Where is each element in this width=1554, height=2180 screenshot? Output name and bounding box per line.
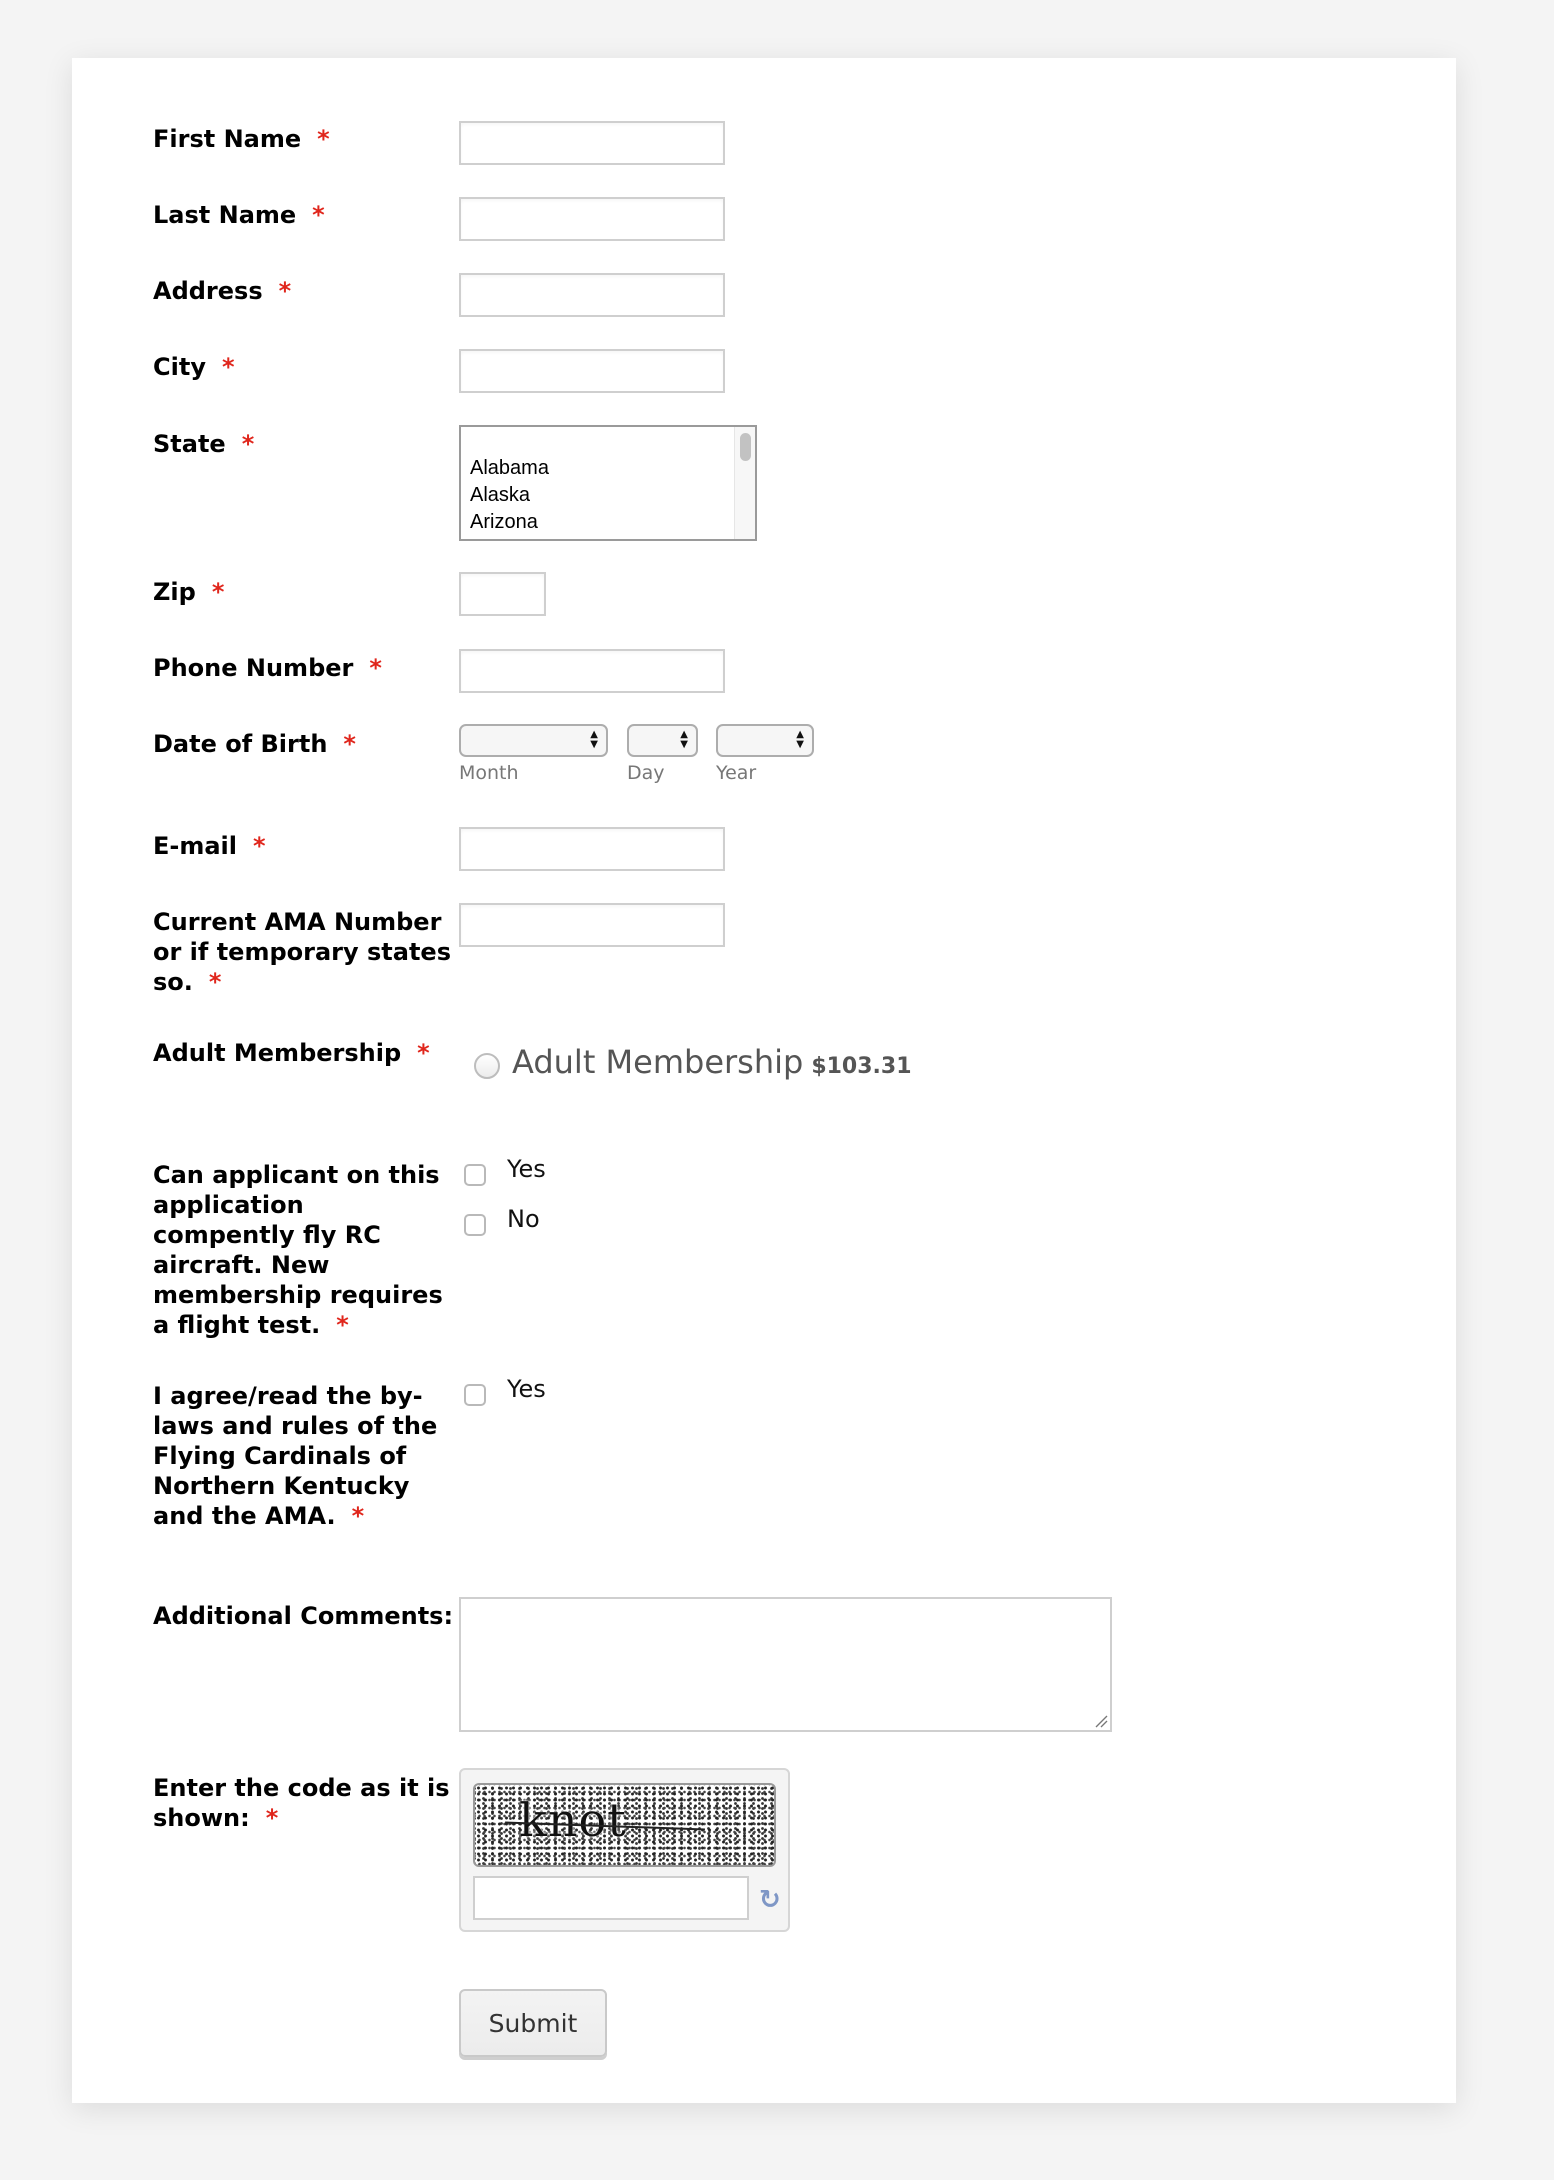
required-marker: * [336,1311,349,1339]
ama-number-input[interactable] [459,903,725,947]
last-name-label: Last Name * [153,201,325,229]
dob-year-sublabel: Year [716,762,757,784]
adult-membership-option[interactable]: Adult Membership $103.31 [512,1043,912,1081]
address-label: Address * [153,277,292,305]
captcha-input[interactable] [473,1876,749,1920]
agree-yes-checkbox[interactable] [464,1384,486,1406]
captcha-code-text: knot [519,1793,627,1847]
zip-input[interactable] [459,572,546,616]
dob-month-select[interactable] [459,724,608,757]
select-arrows-icon: ▲ ▼ [590,729,598,750]
dob-day-sublabel: Day [627,762,665,784]
dob-day-select[interactable] [627,724,698,757]
state-listbox[interactable] [459,425,757,541]
dob-year-select[interactable] [716,724,814,757]
required-marker: * [265,1804,279,1832]
ama-number-label: Current AMA Number or if temporary states so. * [153,908,451,996]
state-option[interactable]: Alabama [470,457,549,479]
email-input[interactable] [459,827,725,871]
agree-bylaws-label: I agree/read the by-laws and rules of the Flying Cardinals of Northern Kentucky and the AMA. * [153,1382,438,1530]
required-marker: * [351,1502,365,1530]
state-listbox-scrollbar[interactable] [734,427,755,539]
last-name-input[interactable] [459,197,725,241]
dob-month-sublabel: Month [459,762,519,784]
zip-label: Zip * [153,578,225,606]
state-option[interactable]: Alaska [470,484,531,506]
required-marker: * [208,968,222,996]
state-label: State * [153,430,255,458]
required-marker: * [343,730,356,758]
select-arrows-icon: ▲ ▼ [680,729,688,750]
city-input[interactable] [459,349,725,393]
refresh-icon[interactable]: ↻ [759,1885,781,1915]
required-marker: * [253,832,266,860]
first-name-input[interactable] [459,121,725,165]
can-fly-yes-label[interactable]: Yes [507,1155,546,1183]
required-marker: * [221,353,235,381]
email-label: E-mail * [153,832,266,860]
captcha-image [473,1783,776,1867]
scrollbar-thumb[interactable] [740,433,751,461]
state-option[interactable]: Arizona [470,511,538,533]
can-fly-no-checkbox[interactable] [464,1214,486,1236]
required-marker: * [417,1039,430,1067]
agree-yes-label[interactable]: Yes [507,1375,546,1403]
comments-label: Additional Comments: [153,1602,454,1630]
can-fly-no-label[interactable]: No [507,1205,540,1233]
required-marker: * [317,125,330,153]
required-marker: * [241,430,255,458]
phone-input[interactable] [459,649,725,693]
submit-button[interactable]: Submit [459,1989,607,2057]
required-marker: * [369,654,382,682]
phone-label: Phone Number * [153,654,382,682]
dob-label: Date of Birth * [153,730,356,758]
city-label: City * [153,353,235,381]
membership-label: Adult Membership * [153,1039,430,1067]
can-fly-label: Can applicant on this application compently fly RC aircraft. New membership requires a flight test. * [153,1161,443,1339]
required-marker: * [312,201,325,229]
captcha-box [459,1768,790,1932]
select-arrows-icon: ▲ ▼ [796,729,804,750]
required-marker: * [278,277,292,305]
resize-grip-icon[interactable] [1094,1714,1108,1728]
adult-membership-radio[interactable] [474,1053,500,1079]
membership-price: $103.31 [811,1054,912,1079]
comments-textarea[interactable] [459,1597,1112,1732]
required-marker: * [211,578,225,606]
address-input[interactable] [459,273,725,317]
first-name-label: First Name * [153,125,330,153]
can-fly-yes-checkbox[interactable] [464,1164,486,1186]
captcha-label: Enter the code as it is shown: * [153,1774,450,1832]
